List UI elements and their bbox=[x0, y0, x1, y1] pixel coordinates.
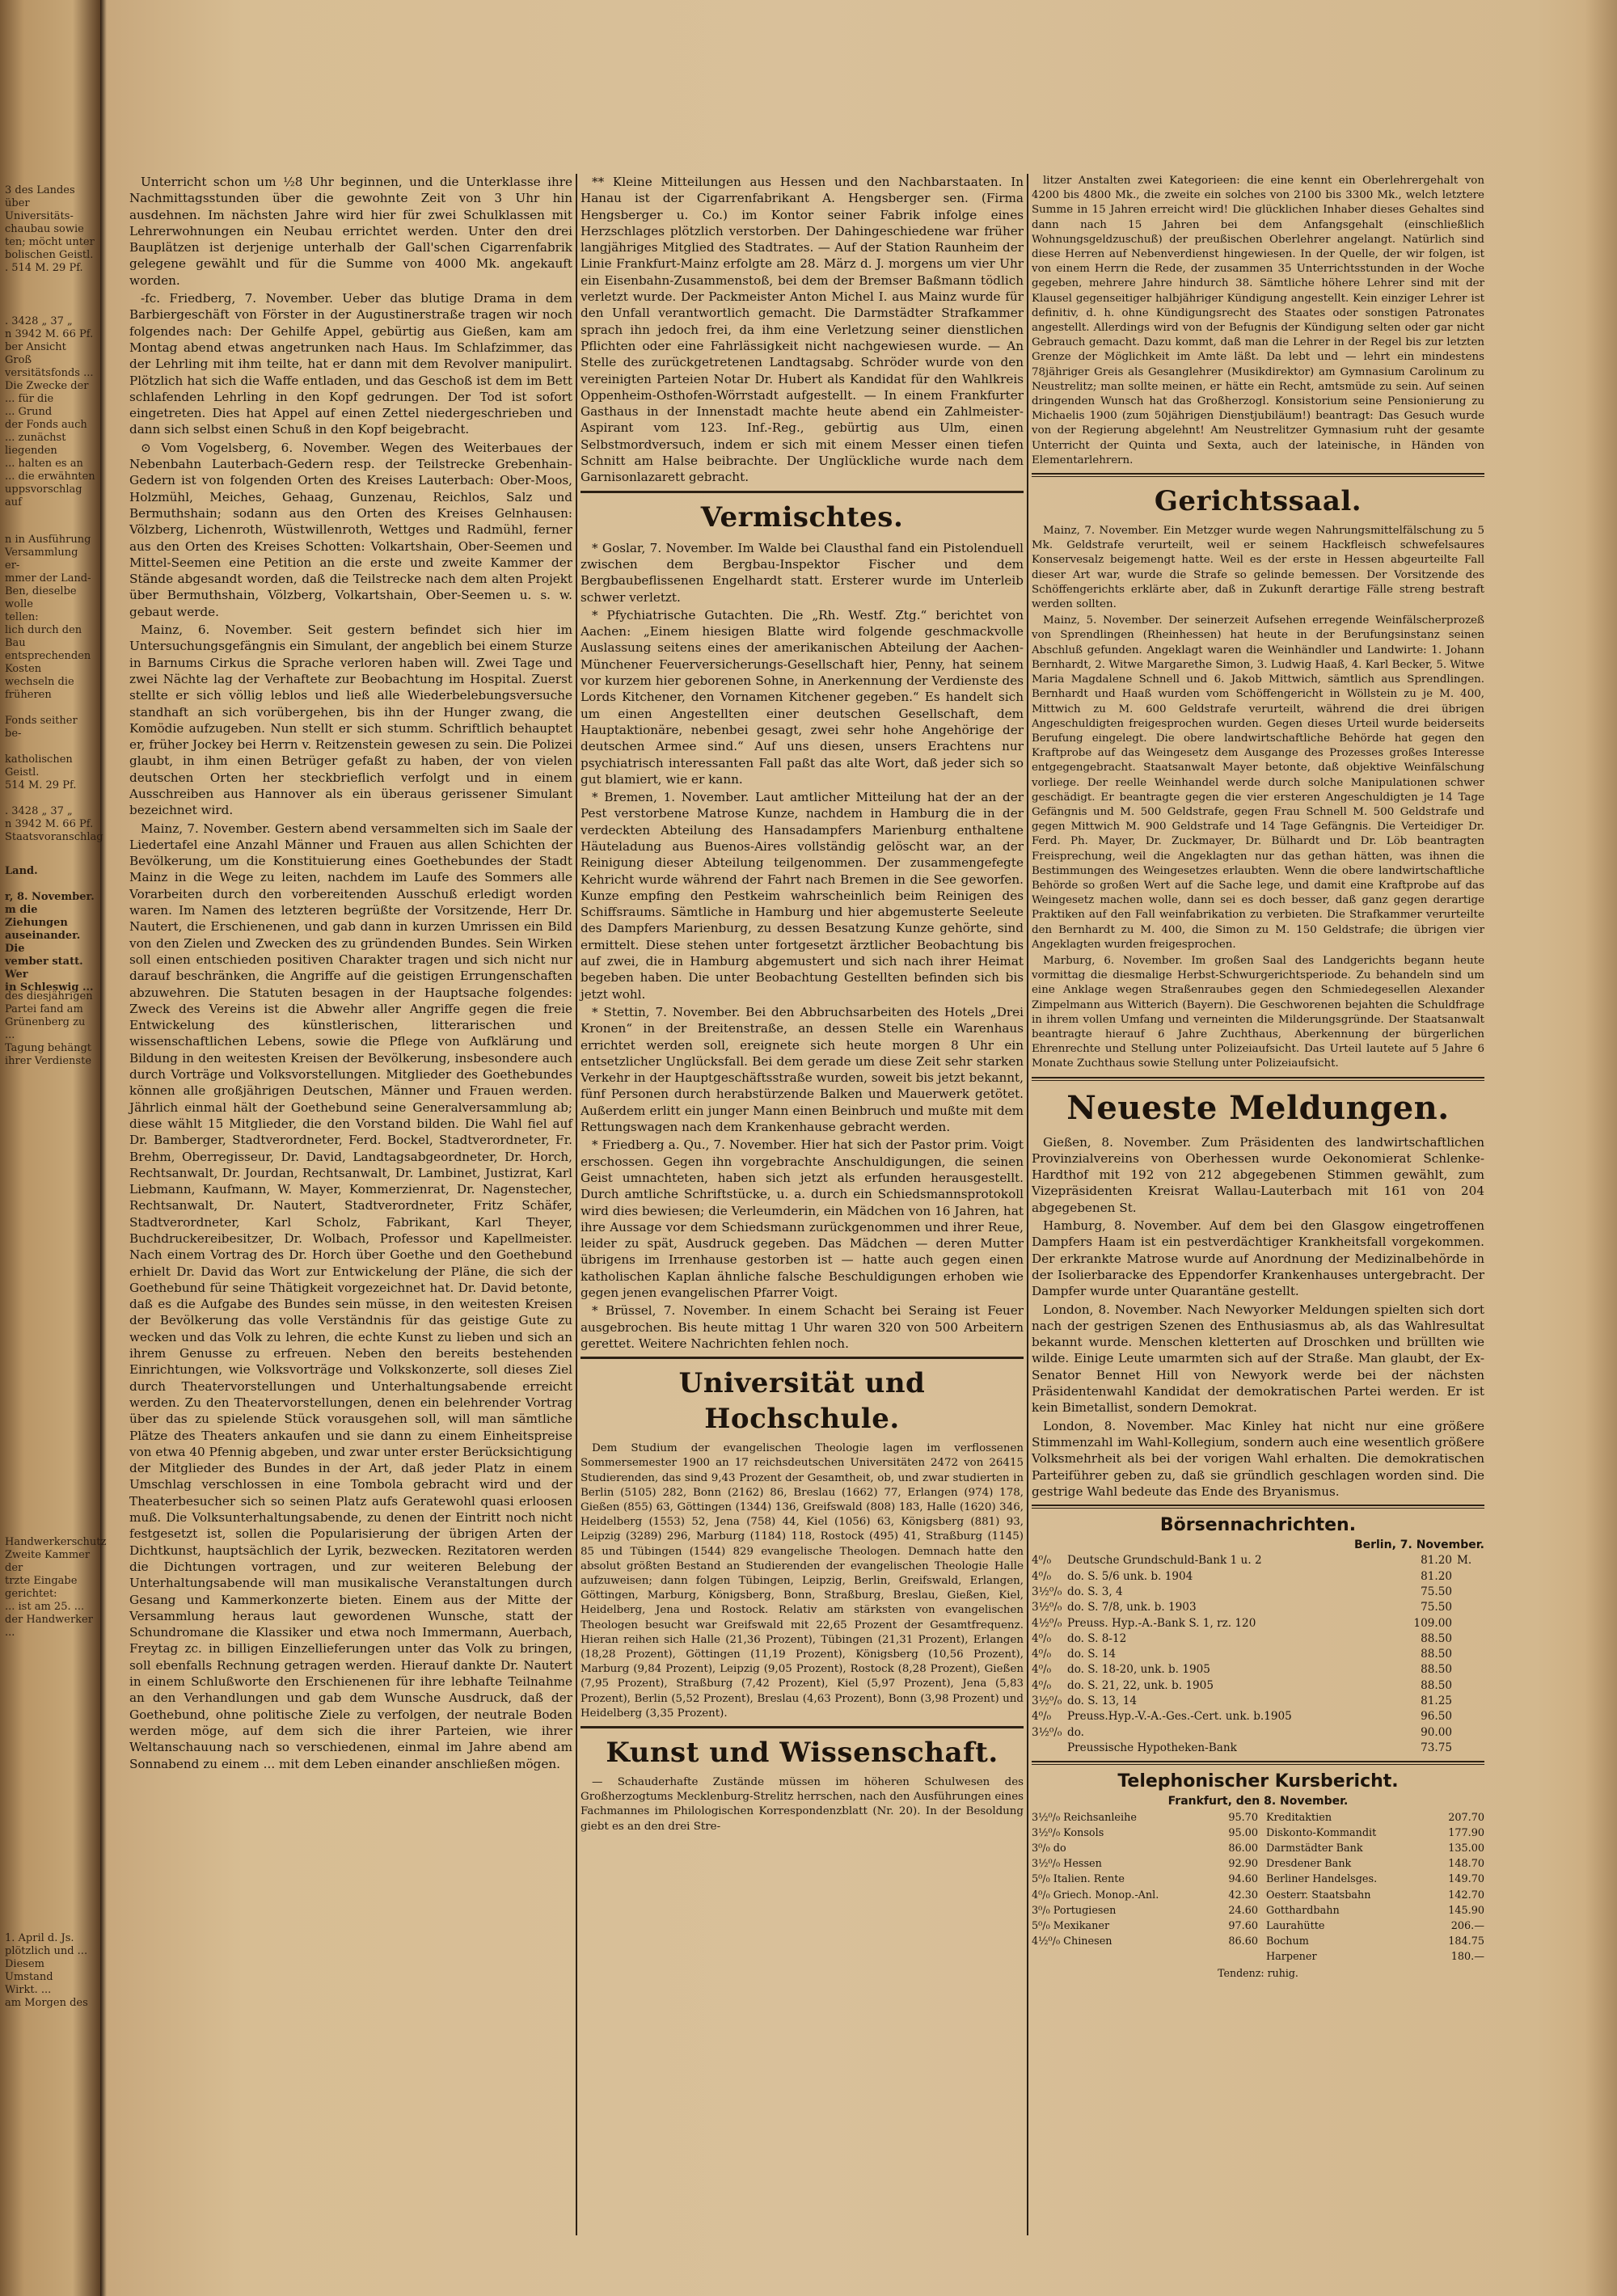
article-paragraph: London, 8. November. Mac Kinley hat nicht nur eine größere Stimmenzahl im Wahl-Kollegium, sondern auch eine wesentlich größere Volksmehrheit als bei der vorigen Wahl erhalten. Die demokratischen Parteiführer geben zu, daß sie gründlich geschlagen worden sind. Die gestrige Wahl bedeute das Ende des Bryanismus. bbox=[1032, 1418, 1484, 1499]
kurs-row-value: 95.00 bbox=[1228, 1826, 1258, 1839]
boerse-row-unit bbox=[1452, 1600, 1484, 1615]
article-paragraph: litzer Anstalten zwei Kategorieen: die eine kennt ein Oberlehrergehalt von 4200 bis 4800 Mk., die zweite ein solches von 2100 bis 3300 Mk., welch letztere Summe in 15 Jahren erreicht wird! Die glücklichen Inhaber dieses Gehaltes sind dann nach 15 Jahren bei dem Anfangsgehalt (einschließlich Wohnungsgeldzuschuß) der preußischen Oberlehrer angelangt. Natürlich sind diese Herren auf Nebenverdienst hingewiesen. In der Quelle, der wir folgen, ist von einem Herrn die Rede, der zusammen 35 Unterrichtsstunden in der Woche gegeben, mehrere Jahre hindurch 38. Sämtliche höhere Lehrer sind mit der Klausel gegenseitiger halbjähriger Kündigung angestellt. Kein einziger Lehrer ist definitiv, d. h. ohne Kündigungsrecht des Staates oder sonstigen Patronates angestellt. Allerdings wird von der Befugnis der Kündigung selten oder gar nicht Gebrauch gemacht. Dazu kommt, daß man die Lehrer in der Regel bis zur letzten Grenze der Möglichkeit im Amte läßt. Da lebt und — lehrt ein mindestens 78jähriger Greis als Gesanglehrer (Musikdirektor) am Gymnasium Carolinum zu Neustrelitz; man sollte meinen, er hätte ein Recht, amtsmüde zu sein. Auf seinen dringenden Wunsch hat das Großherzogl. Konsistorium seine Pensionierung zu Michaelis 1900 (zum 50jährigen Dienstjubiläum!) beantragt: Das Gesuch wurde von der Regierung abgelehnt! Am Neustrelitzer Gymnasium ruht der gesamte Unterricht der Quinta und Sexta, auch der lateinische, in Händen von Elementarlehrern. bbox=[1032, 175, 1484, 466]
kurs-row-name: Dresdener Bank bbox=[1266, 1858, 1352, 1871]
left-page-edge bbox=[0, 0, 107, 2296]
boerse-row bbox=[1032, 1678, 1484, 1694]
kurs-row-name: 3⁰/₀ Portugiesen bbox=[1032, 1904, 1117, 1917]
boerse-row-rate: 4⁰/₀ bbox=[1032, 1569, 1052, 1583]
boerse-row-name: Preussische Hypotheken-Bank bbox=[1067, 1741, 1237, 1754]
kurs-row-value: 95.70 bbox=[1228, 1811, 1258, 1824]
kurs-row-value: 145.90 bbox=[1448, 1904, 1484, 1917]
kurs-row-value: 24.60 bbox=[1228, 1904, 1258, 1917]
article-paragraph: Dem Studium der evangelischen Theologie lagen im verflossenen Sommersemester 1900 an 17 reichsdeutschen Universitäten 2472 von 26415 Studierenden, das sind 9,43 Prozent der Gesamtheit, ob, und zwar studierten in Berlin (5105) 282, Bonn (2162) 86, Breslau (1662) 77, Erlangen (974) 178, Gießen (855) 63, Göttingen (1344) 136, Greifswald (808) 183, Halle (1620) 346, Heidelberg (1553) 52, Jena (758) 44, Kiel (1056) 63, Königsberg (881) 93, Leipzig (3289) 296, Marburg (1184) 118, Rostock (495) 41, Straßburg (1145) 85 und Tübingen (1544) 829 evangelische Theologen. Demnach hatte den absolut größten Bestand an Studierenden der evangelischen Theologie Halle aufzuweisen; dann folgen Tübingen, Leipzig, Berlin, Greifswald, Erlangen, Göttingen, Marburg, Königsberg, Bonn, Straßburg, Breslau, Gießen, Kiel, Heidelberg, Jena und Rostock. Relativ am stärksten von evangelischen Theologen besucht war Greifswald mit 22,65 Prozent der Gesamtfrequenz. Hieran reihen sich Halle (21,36 Prozent), Tübingen (21,31 Prozent), Erlangen (18,28 Prozent), Göttingen (11,19 Prozent), Königsberg (10,56 Prozent), Marburg (9,84 Prozent), Leipzig (9,05 Prozent), Rostock (8,28 Prozent), Gießen (7,95 Prozent), Straßburg (7,42 Prozent), Kiel (5,97 Prozent), Jena (5,83 Prozent), Berlin (5,52 Prozent), Breslau (4,63 Prozent), Bonn (3,98 Prozent) und Heidelberg (3,35 Prozent). bbox=[581, 1442, 1024, 1720]
boerse-row-price: 75.50 bbox=[1421, 1585, 1452, 1598]
section-heading-kunst: Kunst und Wissenschaft. bbox=[606, 1737, 998, 1770]
article-paragraph: Marburg, 6. November. Im großen Saal des Landgerichts begann heute vormittag die diesmalige Herbst-Schwurgerichtsperiode. Zu behandeln sind um eine Anklage wegen Straßenraubes gegen den Schmiedegesellen Alexander Zimpelmann aus Witterich (Bayern). Die Geschworenen bejahten die Schuldfrage in ihrem vollen Umfang und verneinten die Milderungsgründe. Der Staatsanwalt beantragte hierauf 6 Jahre Zuchthaus, Aberkennung der bürgerlichen Ehrenrechte und Stellung unter Polizeiaufsicht. Das Urteil lautete auf 5 Jahre 6 Monate Zuchthaus sowie Stellung unter Polizeiaufsicht. bbox=[1032, 954, 1484, 1070]
section-rule bbox=[1032, 473, 1484, 477]
boerse-row-price: 81.20 bbox=[1421, 1554, 1452, 1568]
kurs-title: Telephonischer Kursbericht. bbox=[1117, 1771, 1399, 1792]
kurs-row bbox=[1266, 1841, 1484, 1856]
boerse-row-name: Preuss.Hyp.-V.-A.-Ges.-Cert. unk. b.1905 bbox=[1067, 1710, 1292, 1724]
kurs-row bbox=[1266, 1934, 1484, 1949]
boerse-row bbox=[1032, 1694, 1484, 1709]
boerse-row-unit bbox=[1452, 1678, 1484, 1694]
boerse-row-unit bbox=[1452, 1569, 1484, 1585]
kurs-row bbox=[1032, 1888, 1258, 1903]
column-3 bbox=[1032, 174, 1484, 2276]
kurs-row-name: 4½⁰/₀ Chinesen bbox=[1032, 1935, 1112, 1948]
section-rule bbox=[1032, 1761, 1484, 1765]
boerse-row-price: 88.50 bbox=[1421, 1663, 1452, 1677]
boerse-row-unit bbox=[1452, 1709, 1484, 1724]
section-heading-universitaet: Universität und Hochschule. bbox=[678, 1367, 926, 1436]
boerse-row-price: 81.25 bbox=[1421, 1695, 1452, 1708]
boerse-row bbox=[1032, 1569, 1484, 1585]
left-fragment: 3 des Landes über Universitäts- chaubau sowie ten; möcht unter bolischen Geistl. . 514 M. 29 Pf. bbox=[5, 184, 95, 274]
column-1 bbox=[129, 174, 572, 2276]
kurs-row-value: 148.70 bbox=[1448, 1858, 1484, 1871]
kurs-row-name: Berliner Handelsges. bbox=[1266, 1873, 1378, 1886]
left-fragment: . 3428 „ 37 „ n 3942 M. 66 Pf. ber Ansicht Groß versitätsfonds ... Die Zwecke der ... für die ... Grund der Fonds auch ... zunächst liegenden ... halten es an ... die erwähnten uppsvorschlag auf bbox=[5, 315, 95, 509]
kurs-row bbox=[1266, 1918, 1484, 1934]
boerse-row-rate bbox=[1032, 1741, 1067, 1756]
kurs-row bbox=[1266, 1888, 1484, 1903]
article-paragraph: Unterricht schon um ½8 Uhr beginnen, und die Unterklasse ihre Nachmittagsstunden über die gewohnte Zeit von 3 Uhr hin ausdehnen. Im nächsten Jahre wird hier für zwei Schulklassen mit Lehrerwohnungen ein Neubau errichtet werden. Unter den drei Bauplätzen ist derjenige unterhalb der Gall'schen Cigarrenfabrik gelegene gewählt und für die Summe von 4000 Mk. angekauft worden. bbox=[129, 175, 572, 288]
article-paragraph: Mainz, 5. November. Der seinerzeit Aufsehen erregende Weinfälscherprozeß von Sprendlingen (Rheinhessen) hat heute in der Berufungsinstanz seinen Abschluß gefunden. Angeklagt waren die Weinhändler und Landwirte: 1. Johann Bernhardt, 2. Witwe Margarethe Simon, 3. Ludwig Haaß, 4. Karl Becker, 5. Witwe Maria Magdalene Schnell und 6. Jakob Mittwich, sämtlich aus Sprendlingen. Bernhardt und Haaß wurden vom Schöffengericht in Wöllstein zu je M. 400, Mittwich zu M. 600 Geldstrafe verurteilt, während die drei übrigen Angeschuldigten freigesprochen wurden. Gegen dieses Urteil wurde beiderseits Berufung eingelegt. Die obere landwirtschaftliche Behörde hat gegen den Kraftprobe auf das Weingesetz dem Ausgange des Prozesses großes Interesse entgegengebracht. Staatsanwalt Mayer betonte, daß objektive Weinfälschung vorliege. Der reelle Weinhandel werde durch solche Manipulationen schwer geschädigt. Er beantragte gegen die vier ersteren Angeschuldigten je 14 Tage Gefängnis und M. 500 Geldstrafe, gegen Frau Schnell M. 500 Geldstrafe und gegen Mittwich M. 900 Geldstrafe und 14 Tage Gefängnis. Die Verteidiger Dr. Ferd. Ph. Mayer, Dr. Zuckmayer, Dr. Bülhardt und Dr. Löb beantragten Freisprechung, weil die Angeklagten nur das gethan hätten, was ihnen die Bestimmungen des Weingesetzes erlaubten. Wenn die obere landwirtschaftliche Behörde so großen Wert auf die Sache lege, und damit eine Kraftprobe auf das Weingesetz machen wolle, dann sei es doch besser, daß ganz gegen derartige Praktiken auf den Fall weinfabrikation zu verbieten. Die Strafkammer verurteilte den Bernhardt zu M. 400, die Simon zu M. 150 Geldstrafe; die übrigen vier Angeklagten wurden freigesprochen. bbox=[1032, 614, 1484, 951]
boerse-row bbox=[1032, 1585, 1484, 1600]
boerse-row-rate: 4½⁰/₀ bbox=[1032, 1616, 1062, 1630]
boerse-row-unit: M. bbox=[1457, 1554, 1472, 1568]
section-rule bbox=[581, 1357, 1024, 1359]
kurs-row-value: 86.00 bbox=[1228, 1842, 1258, 1855]
kurs-row-value: 86.60 bbox=[1228, 1935, 1258, 1948]
boerse-row-price: 96.50 bbox=[1421, 1710, 1452, 1724]
kurs-row-name: 3½⁰/₀ Konsols bbox=[1032, 1826, 1104, 1839]
article-paragraph: Mainz, 7. November. Ein Metzger wurde wegen Nahrungsmittelfälschung zu 5 Mk. Geldstrafe verurteilt, weil er seinem Hackfleisch schwefelsaures Konservesalz beigemengt hatte. Weil es der erste in Hessen abgeurteilte Fall dieser Art war, wurde die Strafe so gelinde bemessen. Der Vorsitzende des Schöffengerichts erklärte aber, daß in Zukunft derartige Fälle streng bestraft werden sollten. bbox=[1032, 525, 1484, 611]
article-paragraph: * Friedberg a. Qu., 7. November. Hier hat sich der Pastor prim. Voigt erschossen. Gegen ihn vorgebrachte Anschuldigungen, die seinen Geist umnachteten, haben sich jetzt als erfunden herausgestellt. Durch amtliche Schriftstücke, u. a. durch ein Schiedsmannsprotokoll wird dies bewiesen; die Verleumderin, ein Mädchen von 16 Jahren, hat ihre Aussage vor dem Schiedsmann zurückgenommen und ihrer Reue, leider zu spät, Ausdruck gegeben. Das Mädchen — deren Mutter übrigens im Irrenhause gestorben ist — hatte auch gegen einen katholischen Kaplan ähnliche falsche Beschuldigungen erhoben wie gegen jenen evangelischen Pfarrer Voigt. bbox=[581, 1137, 1024, 1300]
column-rule bbox=[576, 174, 577, 2235]
kurs-row-value: 94.60 bbox=[1228, 1873, 1258, 1886]
kurs-grid bbox=[1032, 1810, 1484, 1965]
kurs-row bbox=[1032, 1856, 1258, 1872]
kurs-row bbox=[1266, 1856, 1484, 1872]
boerse-row bbox=[1032, 1709, 1484, 1724]
kurs-row-name: Kreditaktien bbox=[1266, 1811, 1332, 1824]
kurs-row-name: 3½⁰/₀ Reichsanleihe bbox=[1032, 1811, 1137, 1824]
kurs-row-value: 97.60 bbox=[1228, 1919, 1258, 1932]
boerse-row-rate: 3½⁰/₀ bbox=[1032, 1725, 1062, 1739]
boerse-row-name: do. S. 14 bbox=[1067, 1648, 1117, 1661]
boerse-row-name: do. S. 5/6 unk. b. 1904 bbox=[1067, 1569, 1193, 1583]
section-heading-neueste: Neueste Meldungen. bbox=[1066, 1088, 1450, 1127]
kurs-row-value: 180.— bbox=[1450, 1951, 1484, 1964]
article-paragraph: * Brüssel, 7. November. In einem Schacht bei Seraing ist Feuer ausgebrochen. Bis heute mittag 1 Uhr waren 320 von 500 Arbeitern gerettet. Weitere Nachrichten fehlen noch. bbox=[581, 1303, 1024, 1351]
boerse-row-name: do. bbox=[1067, 1725, 1084, 1739]
boerse-row-name: do. S. 8-12 bbox=[1067, 1631, 1127, 1645]
kurs-row bbox=[1266, 1872, 1484, 1887]
article-paragraph: -fc. Friedberg, 7. November. Ueber das blutige Drama in dem Barbiergeschäft von Förster in der Augustinerstraße tragen wir noch folgendes nach: Der Gehilfe Appel, gebürtig aus Gießen, kam am Montag abend etwas angetrunken nach Haus. Im Schlafzimmer, das der Lehrling mit ihm teilte, hat er dann mit dem Revolver manipulirt. Plötzlich hat sich die Waffe entladen, und das Geschoß ist dem im Bett schlafenden Lehrling in den Kopf gedrungen. Der Tod ist sofort eingetreten. Dies hat Appel auf einen Zettel niedergeschrieben und dann sich selbst einen Schuß in den Kopf beigebracht. bbox=[129, 291, 572, 437]
left-fragment: 1. April d. Js. plötzlich und ... Diesem Umstand Wirkt. ... am Morgen des bbox=[5, 1932, 88, 2009]
kurs-row-name: Gotthardbahn bbox=[1266, 1904, 1340, 1917]
kurs-left bbox=[1032, 1810, 1258, 1965]
boerse-row-price: 81.20 bbox=[1421, 1569, 1452, 1583]
boerse-row-name: Preuss. Hyp.-A.-Bank S. 1, rz. 120 bbox=[1067, 1616, 1256, 1630]
article-paragraph: * Goslar, 7. November. Im Walde bei Clausthal fand ein Pistolenduell zwischen dem Bergbau-Inspektor Fischer und dem Bergbaubeflissenen Engelhardt statt. Ersterer wurde im Unterleib schwer verletzt. bbox=[581, 540, 1024, 605]
kurs-row bbox=[1266, 1949, 1484, 1965]
article-paragraph: Mainz, 6. November. Seit gestern befindet sich hier im Untersuchungsgefängnis ein Simulant, der angeblich bei einem Sturze in Barnums Cirkus die Sprache verloren haben will. Zwei Tage und zwei Nächte lag der Verhaftete zur Beobachtung im Hospital. Zuerst stellte er sich völlig leblos und ließ alle Wiederbelebungsversuche standhaft an sich vorübergehen, bis ihn der Hunger zwang, die Komödie aufzugeben. Nun stellt er sich stumm. Schriftlich behauptet er, früher Jockey bei Herrn v. Reitzenstein gewesen zu sein. Die Polizei glaubt, in ihm einen Betrüger gefaßt zu haben, der von vielen deutschen Orten her steckbrieflich verfolgt und in einem Ausschreiben aus Hannover als ein überaus gerissener Simulant bezeichnet wird. bbox=[129, 623, 572, 818]
boerse-row bbox=[1032, 1741, 1484, 1756]
kurs-row-value: 184.75 bbox=[1448, 1935, 1484, 1948]
boerse-rows bbox=[1032, 1553, 1484, 1756]
boerse-row-price: 88.50 bbox=[1421, 1678, 1452, 1692]
left-fragment: n in Ausführung Versammlung er- mmer der Land- Ben, dieselbe wolle tellen: lich durch den Bau entsprechenden Kosten wechseln die früheren Fonds seither be- katholischen Geistl. 514 M. 29 Pf. . 3428 „ 37 „ n 3942 M. 66 Pf. Staatsvoranschlag bbox=[5, 534, 103, 843]
left-fragment: Handwerkerschutz Zweite Kammer der trzte Eingabe gerichtet: ... ist am 25. ... der Handwerker ... bbox=[5, 1536, 107, 1639]
kurs-row-value: 42.30 bbox=[1228, 1889, 1258, 1901]
kurs-table bbox=[1032, 1770, 1484, 1981]
boerse-title: Börsennachrichten. bbox=[1159, 1515, 1357, 1536]
kurs-row bbox=[1032, 1903, 1258, 1918]
boerse-row-unit bbox=[1452, 1725, 1484, 1741]
boerse-row-unit bbox=[1452, 1631, 1484, 1647]
boerse-row-price: 73.75 bbox=[1421, 1741, 1452, 1754]
article-paragraph: * Bremen, 1. November. Laut amtlicher Mitteilung hat der an der Pest verstorbene Matrose Kunze, nachdem in Hamburg die in der verdeckten Abteilung des Hansadampfers Marienburg enthaltene Häuteladung aus Buenos-Aires vollständig gelöscht war, an der Reinigung dieser Abteilung teilgenommen. Der zusammengefegte Kehricht wurde während der Fahrt nach Bremen in die See geworfen. Kunze empfing den Pestkeim wahrscheinlich beim Reinigen des Schiffsraums. Sämtliche in Hamburg und hier abgemusterte Seeleute des Dampfers Marienburg, zu dessen Besatzung Kunze gehörte, sind ermittelt. Diese stehen unter fortgesetzt ärztlicher Beobachtung bis auf zwei, die in Hamburg abgemustert und sich nach ihrer Heimat begeben haben. Die unter Beobachtung Gestellten befinden sich bis jetzt wohl. bbox=[581, 790, 1024, 1002]
boerse-row-name: do. S. 21, 22, unk. b. 1905 bbox=[1067, 1678, 1214, 1692]
article-paragraph: — Schauderhafte Zustände müssen im höheren Schulwesen des Großherzogtums Mecklenburg-Strelitz herrschen, nach den Ausführungen eines Fachmannes im Philologischen Korrespondenzblatt (Nr. 20). In der Besoldung giebt es an den drei Stre- bbox=[581, 1776, 1024, 1833]
boerse-row-price: 88.50 bbox=[1421, 1631, 1452, 1645]
section-rule bbox=[581, 491, 1024, 493]
boerse-row bbox=[1032, 1553, 1484, 1568]
section-rule bbox=[1032, 1505, 1484, 1509]
boerse-row bbox=[1032, 1616, 1484, 1631]
article-paragraph: London, 8. November. Nach Newyorker Meldungen spielten sich dort nach der gestrigen Szenen des Enthusiasmus ab, als das Wahlresultat bekannt wurde. Menschen kletterten auf Droschken und brüllten wie wilde. Einige Leute umarmten sich auf der Straße. Man glaubt, der Ex-Senator Bennet Hill von Newyork werde bei der nächsten Präsidentenwahl Kandidat der demokratischen Partei werden. Er ist kein Bimetallist, sondern Demokrat. bbox=[1032, 1302, 1484, 1416]
boerse-row-unit bbox=[1452, 1694, 1484, 1709]
kurs-row-value: 92.90 bbox=[1228, 1858, 1258, 1871]
kurs-row-value: 149.70 bbox=[1448, 1873, 1484, 1886]
section-rule bbox=[581, 1726, 1024, 1728]
boerse-row-rate: 4⁰/₀ bbox=[1032, 1631, 1052, 1645]
boerse-row bbox=[1032, 1631, 1484, 1647]
article-paragraph: Gießen, 8. November. Zum Präsidenten des landwirtschaftlichen Provinzialvereins von Oberhessen wurde Oekonomierat Schlenke-Hardthof mit 192 von 212 abgegebenen Stimmen gewählt, zum Vizepräsidenten Kreisrat Wallau-Lauterbach mit 161 von 204 abgegebenen St. bbox=[1032, 1134, 1484, 1215]
kurs-row bbox=[1032, 1825, 1258, 1841]
left-fragment: des diesjährigen Partei fand am Grünenberg zu ... Tagung behängt ihrer Verdienste bbox=[5, 990, 93, 1067]
boerse-row-rate: 4⁰/₀ bbox=[1032, 1554, 1052, 1568]
kurs-row-name: Darmstädter Bank bbox=[1266, 1842, 1363, 1855]
kurs-row-name: 5⁰/₀ Italien. Rente bbox=[1032, 1873, 1125, 1886]
kurs-row bbox=[1032, 1918, 1258, 1934]
boerse-subtitle: Berlin, 7. November. bbox=[1353, 1538, 1484, 1552]
boerse-row-unit bbox=[1452, 1585, 1484, 1600]
boerse-row-rate: 4⁰/₀ bbox=[1032, 1648, 1052, 1661]
kurs-right bbox=[1258, 1810, 1484, 1965]
kurs-row-name: 3½⁰/₀ Hessen bbox=[1032, 1858, 1102, 1871]
kurs-row-name: 3⁰/₀ do bbox=[1032, 1842, 1066, 1855]
kurs-row-value: 142.70 bbox=[1448, 1889, 1484, 1901]
section-heading-vermischtes: Vermischtes. bbox=[700, 500, 904, 534]
kurs-row-name: 4⁰/₀ Griech. Monop.-Anl. bbox=[1032, 1889, 1159, 1901]
boerse-row-unit bbox=[1452, 1647, 1484, 1662]
article-paragraph: Hamburg, 8. November. Auf dem bei den Glasgow eingetroffenen Dampfers Haam ist ein pestverdächtiger Krankheitsfall vorgekommen. Der erkrankte Matrose wurde auf Anordnung der Medizinalbehörde in der Isolierbaracke des Eppendorfer Krankenhauses untergebracht. Der Dampfer wurde unter Quarantäne gestellt. bbox=[1032, 1218, 1484, 1299]
boerse-row-unit bbox=[1452, 1616, 1484, 1631]
boerse-row-name: do. S. 18-20, unk. b. 1905 bbox=[1067, 1663, 1210, 1677]
boerse-row bbox=[1032, 1600, 1484, 1615]
boerse-row-price: 109.00 bbox=[1413, 1616, 1452, 1630]
kurs-row-name: 5⁰/₀ Mexikaner bbox=[1032, 1919, 1110, 1932]
boerse-row bbox=[1032, 1662, 1484, 1678]
boerse-row bbox=[1032, 1647, 1484, 1662]
kurs-tendenz: Tendenz: ruhig. bbox=[1218, 1966, 1298, 1979]
kurs-row bbox=[1266, 1825, 1484, 1841]
kurs-row-name: Oesterr. Staatsbahn bbox=[1266, 1889, 1371, 1901]
kurs-row-name: Laurahütte bbox=[1266, 1919, 1325, 1932]
kurs-subtitle: Frankfurt, den 8. November. bbox=[1167, 1795, 1349, 1809]
left-fragment: Land. r, 8. November. m die Ziehungen auseinander. Die vember statt. Wer in Schleswig ... bbox=[5, 865, 95, 994]
boerse-row-rate: 4⁰/₀ bbox=[1032, 1678, 1052, 1692]
page-edge-shadow bbox=[1585, 0, 1617, 2296]
kurs-row bbox=[1032, 1934, 1258, 1949]
column-2 bbox=[581, 174, 1024, 2276]
boerse-table bbox=[1032, 1513, 1484, 1756]
newspaper-page bbox=[121, 174, 1585, 2296]
section-heading-gerichtssaal: Gerichtssaal. bbox=[1154, 485, 1362, 518]
article-paragraph: Mainz, 7. November. Gestern abend versammelten sich im Saale der Liedertafel eine Anzahl Männer und Frauen aus allen Schichten der Bevölkerung, um die Konstituierung eines Goethebundes der Stadt Mainz in die Wege zu leiten, nachdem im Laufe des Sommers alle Vorarbeiten durch den vorbereitenden Ausschuß erledigt worden waren. Im Namen des letzteren begrüßte der Vorsitzende, Herr Dr. Nautert, die Erschienenen, und gab dann in kurzen Umrissen ein Bild von den Zielen und Zwecken des zu gründenden Bundes. Sein Wirken soll einen entschieden positiven Charakter tragen und sich nicht nur darauf beschränken, die Angriffe auf die geistigen Errungenschaften abzuwehren. Die Statuten besagen in der Hauptsache folgendes: Zweck des Vereins ist die Abwehr aller Angriffe gegen die freie Entwickelung des künstlerischen, litterarischen und wissenschaftlichen Lebens, sowie die Pflege von Aufklärung und Bildung in den weitesten Kreisen der Bevölkerung, insbesondere auch durch Vorträge und Volksvorstellungen. Mitglieder des Goethebundes können alle großjährigen Deutschen, Männer und Frauen werden. Jährlich einmal hält der Goethebund seine Generalversammlung ab; diese wählt 15 Mitglieder, die den Vorstand bilden. Die Wahl fiel auf Dr. Bamberger, Stadtverordneter, Ferd. Bockel, Stadtverordneter, Fr. Brehm, Oberregisseur, Dr. David, Landtagsabgeordneter, Dr. Horch, Rechtsanwalt, Dr. Jourdan, Rechtsanwalt, Dr. Lambinet, Justizrat, Karl Liebmann, Kaufmann, W. Mayer, Kommerzienrat, Dr. Nagenstecher, Rechtsanwalt, Dr. Nautert, Stadtverordneter, Fritz Schäfer, Stadtverordneter, Karl Scholz, Fabrikant, Karl Theyer, Buchdruckereibesitzer, Dr. Wolbach, Professor und Kapellmeister. Nach einem Vortrag des Dr. Horch über Goethe und den Goethebund erhielt Dr. David das Wort zur Entwickelung der Pläne, die sich der Goethebund für seine Thätigkeit vorgezeichnet hat. Dr. David betonte, daß es die Aufgabe des Bundes sein müsse, in den weitesten Kreisen der Bevölkerung das volle Verständnis für das geistige Gute zu wecken und das Volk zu lehren, die echte Kunst zu lieben und sich an ihrem Genusse zu erfreuen. Neben den bereits bestehenden Einrichtungen, wie Volksvorträge und Volkskonzerte, soll dieses Ziel durch Theatervorstellungen und Unterhaltungsabende erreicht werden. Zu den Theatervorstellungen, denen ein belehrender Vortrag über das zu spielende Stück vorausgehen soll, will man sämtliche Plätze des Theaters ankaufen und sie dann zu einem Einheitspreise von etwa 40 Pfennig abgeben, und zwar unter erster Berücksichtigung der Mitglieder des Bundes in der Art, daß jeder Platz in einem Umschlag verschlossen in eine Tombola gebracht wird und der Theaterbesucher sich so seinen Platz aufs Geratewohl quasi erloosen muß. Die Volksunterhaltungsabende, zu denen der Eintritt noch nicht festgesetzt ist, sollen die Popularisierung der übrigen Arten der Dichtkunst, hauptsächlich der Lyrik, bezwecken. Rezitatoren werden die Dichtungen vortragen, und zur weiteren Belebung der Unterhaltungsabende will man musikalische Veranstaltungen durch Gesang und Kammerkonzerte bieten. Einem aus der Mitte der Versammlung heraus laut gewordenen Wunsche, statt der Schundromane die Klassiker und etwa noch Immermann, Auerbach, Freytag zc. in billigen Einzellieferungen unter das Volk zu bringen, soll ebenfalls Rechnung getragen werden. Hierauf dankte Dr. Nautert in einem Schlußworte den Erschienenen für ihre lebhafte Teilnahme an den Verhandlungen und gab dem Wunsche Ausdruck, daß der Goethebund, ohne politische Ziele zu verfolgen, der neutrale Boden werden möge, auf dem sich die ihrer Parteien, wie ihrer Weltanschauung nach so verschiedenen, einmal im Jahre abend am Sonnabend zu einem ... mit dem Leben einander anschließen mögen. bbox=[129, 821, 572, 1771]
boerse-row-rate: 3½⁰/₀ bbox=[1032, 1601, 1062, 1614]
boerse-row-name: do. S. 3, 4 bbox=[1067, 1585, 1123, 1598]
boerse-row bbox=[1032, 1725, 1484, 1741]
kurs-row-name: Harpener bbox=[1266, 1951, 1317, 1964]
boerse-row-rate: 3½⁰/₀ bbox=[1032, 1695, 1062, 1708]
boerse-row-price: 75.50 bbox=[1421, 1601, 1452, 1614]
article-paragraph: * Stettin, 7. November. Bei den Abbruchsarbeiten des Hotels „Drei Kronen“ in der Breitenstraße, an dessen Stelle ein Warenhaus errichtet werden soll, ereignete sich heute morgen 8 Uhr ein entsetzlicher Unglücksfall. Bei dem gerade um diese Zeit sehr starken Verkehr in der Hauptgeschäftsstraße wurden, soweit bis jetzt bekannt, fünf Personen durch herabstürzende Balken und Mauerwerk getötet. Außerdem erlitt ein junger Mann einen Beinbruch und mußte mit dem Rettungswagen nach dem Krankenhause gebracht werden. bbox=[581, 1004, 1024, 1135]
kurs-row-name: Diskonto-Kommandit bbox=[1266, 1826, 1377, 1839]
article-paragraph: * Pfychiatrische Gutachten. Die „Rh. Westf. Ztg.“ berichtet von Aachen: „Einem hiesigen Blatte wird folgende geschmackvolle Auslassung seitens eines der amerikanischen Abteilung der Aachen-Münchener Feuerversicherungs-Gesellschaft hier, Penny, hat seinem vor kurzem hier geborenen Sohne, in Anerkennung der Verdienste des Lords Kitchener, den Vornamen Kitchener gegeben.“ Es handelt sich um einen Angestellten einer deutschen Gesellschaft, dem Hauptaktionäre, nebenbei gesagt, zwei sehr hohe Angehörige der deutschen Armee sind.“ Auf uns diesen, unsers Erachtens nur psychiatrisch interessanten Fall paßt das alte Wort, daß jeder sich so gut blamiert, wie er kann. bbox=[581, 607, 1024, 787]
boerse-row-name: Deutsche Grundschuld-Bank 1 u. 2 bbox=[1067, 1554, 1262, 1568]
boerse-row-unit bbox=[1452, 1741, 1484, 1756]
column-rule bbox=[1027, 174, 1028, 2235]
kurs-row bbox=[1266, 1810, 1484, 1825]
boerse-row-name: do. S. 7/8, unk. b. 1903 bbox=[1067, 1601, 1197, 1614]
article-paragraph: ** Kleine Mitteilungen aus Hessen und den Nachbarstaaten. In Hanau ist der Cigarrenfabrikant A. Hengsberger sen. (Firma Hengsberger u. Co.) im Kontor seiner Fabrik infolge eines Herzschlages plötzlich verstorben. Der Dahingeschiedene war früher langjähriges Mitglied des Stadtrates. — Auf der Station Raunheim der Linie Frankfurt-Mainz erfolgte am 28. März d. J. morgens um vier Uhr ein Eisenbahn-Zusammenstoß, bei dem der Bremser Baßmann tödlich verletzt wurde. Der Packmeister Anton Michel I. aus Mainz wurde für den Unfall verantwortlich gemacht. Die Darmstädter Strafkammer sprach ihn jedoch frei, da ihm eine Verletzung seiner dienstlichen Pflichten oder eine Fahrlässigkeit nicht nachgewiesen wurde. — An Stelle des zurückgetretenen Landtagsabg. Schröder wurde von den vereinigten Parteien Notar Dr. Hubert als Kandidat für den Wahlkreis Oppenheim-Osthofen-Wörrstadt aufgestellt. — In einem Frankfurter Gasthaus in der Innenstadt machte heute abend ein Zahlmeister-Aspirant vom 123. Inf.-Reg., gebürtig aus Ulm, einen Selbstmordversuch, indem er sich mit einem Messer einen tiefen Schnitt am Halse beibrachte. Der Unglückliche wurde nach dem Garnisonlazarett gebracht. bbox=[581, 175, 1024, 485]
kurs-row-value: 135.00 bbox=[1448, 1842, 1484, 1855]
kurs-row bbox=[1032, 1872, 1258, 1887]
kurs-row-value: 206.— bbox=[1450, 1919, 1484, 1932]
boerse-row-rate: 4⁰/₀ bbox=[1032, 1710, 1052, 1724]
kurs-row bbox=[1266, 1903, 1484, 1918]
kurs-row-name: Bochum bbox=[1266, 1935, 1309, 1948]
boerse-row-price: 90.00 bbox=[1421, 1725, 1452, 1739]
section-rule bbox=[1032, 1077, 1484, 1081]
kurs-row-value: 177.90 bbox=[1448, 1826, 1484, 1839]
article-paragraph: ⊙ Vom Vogelsberg, 6. November. Wegen des Weiterbaues der Nebenbahn Lauterbach-Gedern resp. der Teilstrecke Grebenhain-Gedern ist von folgenden Orten des Kreises Lauterbach: Ober-Moos, Holzmühl, Meiches, Gehaag, Gunzenau, Reichlos, Salz und Bermuthshain; sodann aus den Orten des Kreises Gelnhausen: Völzberg, Lichenroth, Wüstwillenroth, Wettges und Radmühl, ferner aus den Orten des Kreises Schotten: Volkartshain, Ober-Seemen und Mittel-Seemen eine Petition an die erste und zweite Kammer der Stände abgesandt worden, daß die Teilstrecke nach dem alten Projekt über Bermuthshain, Völzberg, Volkartshain, Ober-Seemen u. s. w. gebaut werde. bbox=[129, 440, 572, 619]
boerse-row-rate: 3½⁰/₀ bbox=[1032, 1585, 1062, 1598]
boerse-row-name: do. S. 13, 14 bbox=[1067, 1695, 1137, 1708]
kurs-row bbox=[1032, 1810, 1258, 1825]
kurs-row bbox=[1032, 1841, 1258, 1856]
boerse-row-rate: 4⁰/₀ bbox=[1032, 1663, 1052, 1677]
boerse-row-price: 88.50 bbox=[1421, 1648, 1452, 1661]
kurs-row-value: 207.70 bbox=[1448, 1811, 1484, 1824]
boerse-row-unit bbox=[1452, 1662, 1484, 1678]
